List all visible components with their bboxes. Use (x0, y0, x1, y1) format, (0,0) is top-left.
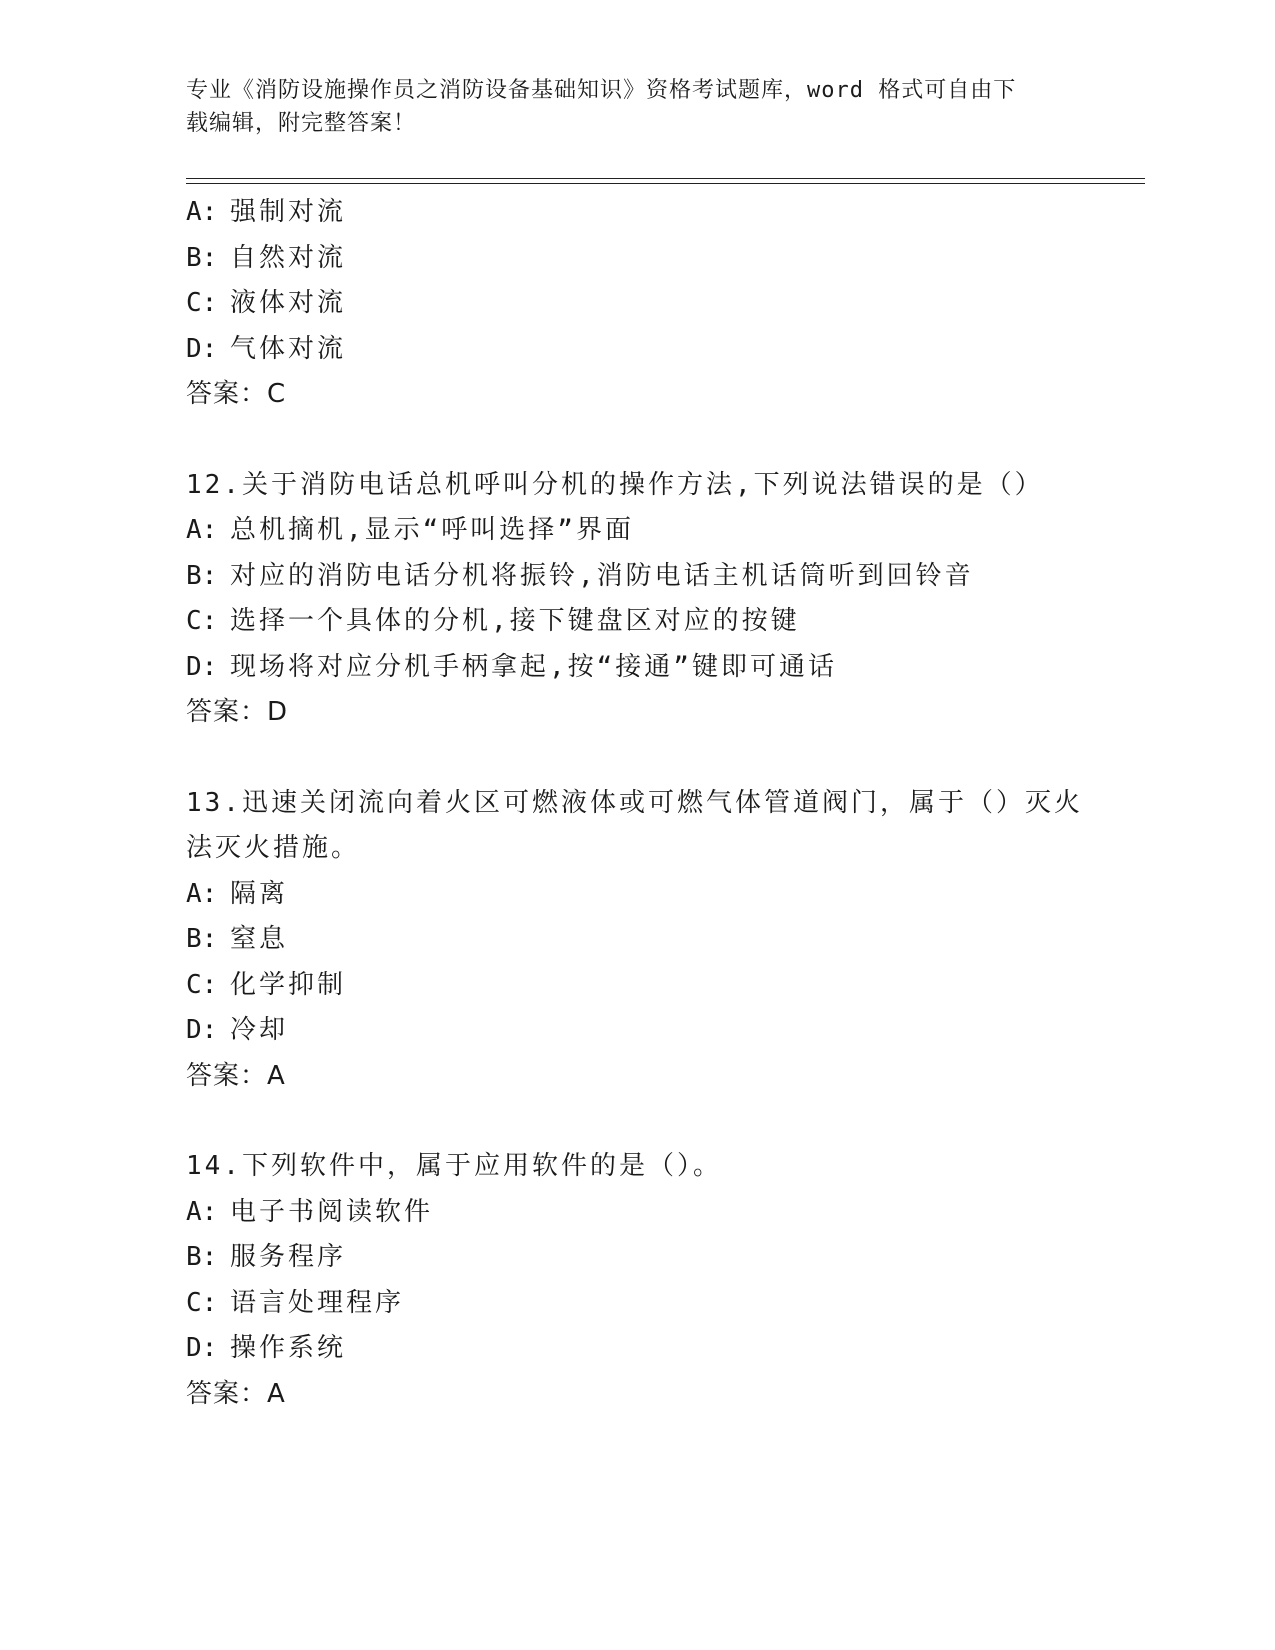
option-letter: C: (186, 288, 218, 318)
header-line-2: 载编辑，附完整答案！ (186, 111, 417, 136)
option-a (186, 872, 1086, 918)
answer-label: 答案： (186, 1060, 268, 1091)
option-text: 窒息 (230, 924, 289, 954)
answer-label: 答案： (186, 697, 268, 727)
option-text: 服务程序 (230, 1242, 347, 1272)
option-c (186, 963, 1086, 1009)
question-stem: 12.关于消防电话总机呼叫分机的操作方法,下列说法错误的是（） (186, 469, 1044, 500)
header-divider-top (186, 178, 1145, 179)
option-text: 总机摘机,显示“呼叫选择”界面 (230, 515, 634, 545)
option-letter: C: (186, 969, 218, 1000)
option-letter: A: (186, 1196, 218, 1227)
option-letter: A: (186, 197, 218, 227)
option-letter: B: (186, 560, 218, 591)
question-14 (186, 1144, 1086, 1417)
option-letter: D: (186, 1015, 218, 1045)
answer-line (186, 690, 1086, 736)
option-text: 液体对流 (230, 288, 347, 318)
option-b (186, 917, 1086, 963)
option-letter: D: (186, 333, 218, 364)
question-13 (186, 781, 1086, 1100)
answer-label: 答案： (186, 1378, 268, 1409)
spacer (186, 1099, 1086, 1144)
option-d (186, 327, 1086, 373)
option-a (186, 190, 1086, 236)
option-a (186, 508, 1086, 554)
option-letter: B: (186, 924, 218, 954)
option-letter: B: (186, 242, 218, 273)
option-text: 语言处理程序 (230, 1287, 405, 1318)
answer-line (186, 1054, 1086, 1100)
answer-value: C (267, 379, 287, 409)
option-text: 操作系统 (230, 1333, 347, 1363)
option-letter: A: (186, 515, 218, 545)
option-text: 电子书阅读软件 (230, 1196, 434, 1227)
option-text: 对应的消防电话分机将振铃,消防电话主机话筒听到回铃音 (230, 560, 974, 591)
answer-line (186, 372, 1086, 418)
option-text: 冷却 (230, 1015, 289, 1045)
question-stem-line-1: 13.迅速关闭流向着火区可燃液体或可燃气体管道阀门，属于（）灭火 (186, 787, 1083, 818)
option-letter: D: (186, 1333, 218, 1363)
option-letter: D: (186, 651, 218, 682)
option-text: 强制对流 (230, 197, 347, 227)
option-text: 选择一个具体的分机,接下键盘区对应的按键 (230, 606, 800, 636)
option-a (186, 1190, 1086, 1236)
question-11 (186, 190, 1086, 418)
question-stem-line-2: 法灭火措施。 (186, 833, 361, 863)
option-text: 自然对流 (230, 242, 347, 273)
option-letter: B: (186, 1242, 218, 1272)
document-header (186, 74, 1066, 140)
option-letter: C: (186, 1287, 218, 1318)
option-c (186, 1281, 1086, 1327)
answer-value: A (267, 1060, 286, 1091)
answer-value: A (267, 1378, 286, 1409)
option-text: 化学抑制 (230, 969, 347, 1000)
option-c (186, 281, 1086, 327)
option-text: 隔离 (230, 878, 289, 909)
answer-value: D (267, 697, 289, 727)
spacer (186, 736, 1086, 781)
header-divider-bottom (186, 183, 1145, 184)
option-b (186, 554, 1086, 600)
question-list (186, 190, 1086, 1417)
option-letter: A: (186, 878, 218, 909)
answer-label: 答案： (186, 379, 268, 409)
spacer (186, 418, 1086, 463)
option-b (186, 236, 1086, 282)
question-stem: 14.下列软件中，属于应用软件的是（）。 (186, 1151, 722, 1181)
option-d (186, 1326, 1086, 1372)
option-letter: C: (186, 606, 218, 636)
option-b (186, 1235, 1086, 1281)
answer-line (186, 1372, 1086, 1418)
option-d (186, 645, 1086, 691)
header-line-1: 专业《消防设施操作员之消防设备基础知识》资格考试题库，word 格式可自由下 (186, 78, 1017, 103)
option-text: 气体对流 (230, 333, 347, 364)
option-text: 现场将对应分机手柄拿起,按“接通”键即可通话 (230, 651, 837, 682)
option-c (186, 599, 1086, 645)
question-12 (186, 463, 1086, 736)
option-d (186, 1008, 1086, 1054)
